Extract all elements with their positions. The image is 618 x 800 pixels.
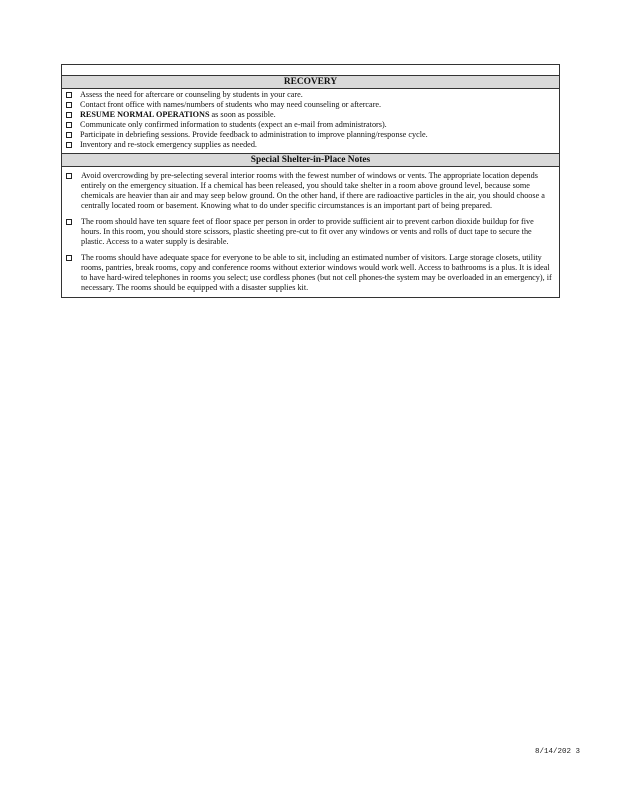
checkbox[interactable] [66,122,72,128]
recovery-item [66,120,555,130]
checkbox[interactable] [66,92,72,98]
recovery-item [66,130,555,140]
recovery-item-text: Assess the need for aftercare or counseling by students in your care. [80,90,303,99]
blank-header-row [62,65,559,76]
resume-normal-operations-emphasis: RESUME NORMAL OPERATIONS [80,110,210,119]
footer-date: 8/14/202 3 [535,748,581,756]
shelter-note [66,253,555,293]
shelter-note-text: Avoid overcrowding by pre-selecting several interior rooms with the fewest number of windows or vents. The appropriate location depends entirely on the emergency situation. If a chemical has been released, you should take shelter in a room above ground level, because some chemicals are heavier than air and may seep below ground. On the other hand, if there are radioactive particles in the air, you should choose a centrally located room or basement. Knowing what to do under specific circumstances is an important part of being prepared. [81,171,545,210]
recovery-title: RECOVERY [62,76,559,89]
checkbox[interactable] [66,112,72,118]
shelter-notes [62,167,559,297]
recovery-item-text: Inventory and re-stock emergency supplies as needed. [80,140,257,149]
shelter-note [66,217,555,247]
recovery-item [66,140,555,150]
recovery-item [66,100,555,110]
checkbox[interactable] [66,255,72,261]
recovery-item-text [80,110,555,120]
recovery-item-text: Contact front office with names/numbers of students who may need counseling or aftercare. [80,100,382,109]
checkbox[interactable] [66,132,72,138]
shelter-note-text: The rooms should have adequate space for everyone to be able to sit, including an estimated number of visitors. Large storage closets, utility rooms, pantries, break rooms, copy and conference rooms without exterior windows would work well. Access to bathrooms is a plus. It is ideal to have hard-wired telephones in rooms you select; use cordless phones (but not cell phones-the system may be overloaded in an emergency), if necessary. The rooms should be equipped with a disaster supplies kit. [81,253,552,292]
shelter-note [66,171,555,211]
checklist-box [61,64,560,298]
recovery-item-rest: as soon as possible. [209,110,276,119]
shelter-title: Special Shelter-in-Place Notes [62,153,559,167]
recovery-item-text: Communicate only confirmed information to students (expect an e-mail from administrators). [80,120,387,129]
shelter-note-text: The room should have ten square feet of floor space per person in order to provide sufficient air to prevent carbon dioxide buildup for five hours. In this room, you should store scissors, plastic sheeting pre-cut to fit over any windows or vents and rolls of duct tape to secure the plastic. Access to a water supply is desirable. [81,217,534,246]
recovery-list [62,89,559,153]
recovery-item [66,90,555,100]
recovery-item-text: Participate in debriefing sessions. Provide feedback to administration to improve planning/response cycle. [80,130,428,139]
recovery-item [66,110,555,120]
checkbox[interactable] [66,102,72,108]
checkbox[interactable] [66,219,72,225]
checkbox[interactable] [66,142,72,148]
checkbox[interactable] [66,173,72,179]
